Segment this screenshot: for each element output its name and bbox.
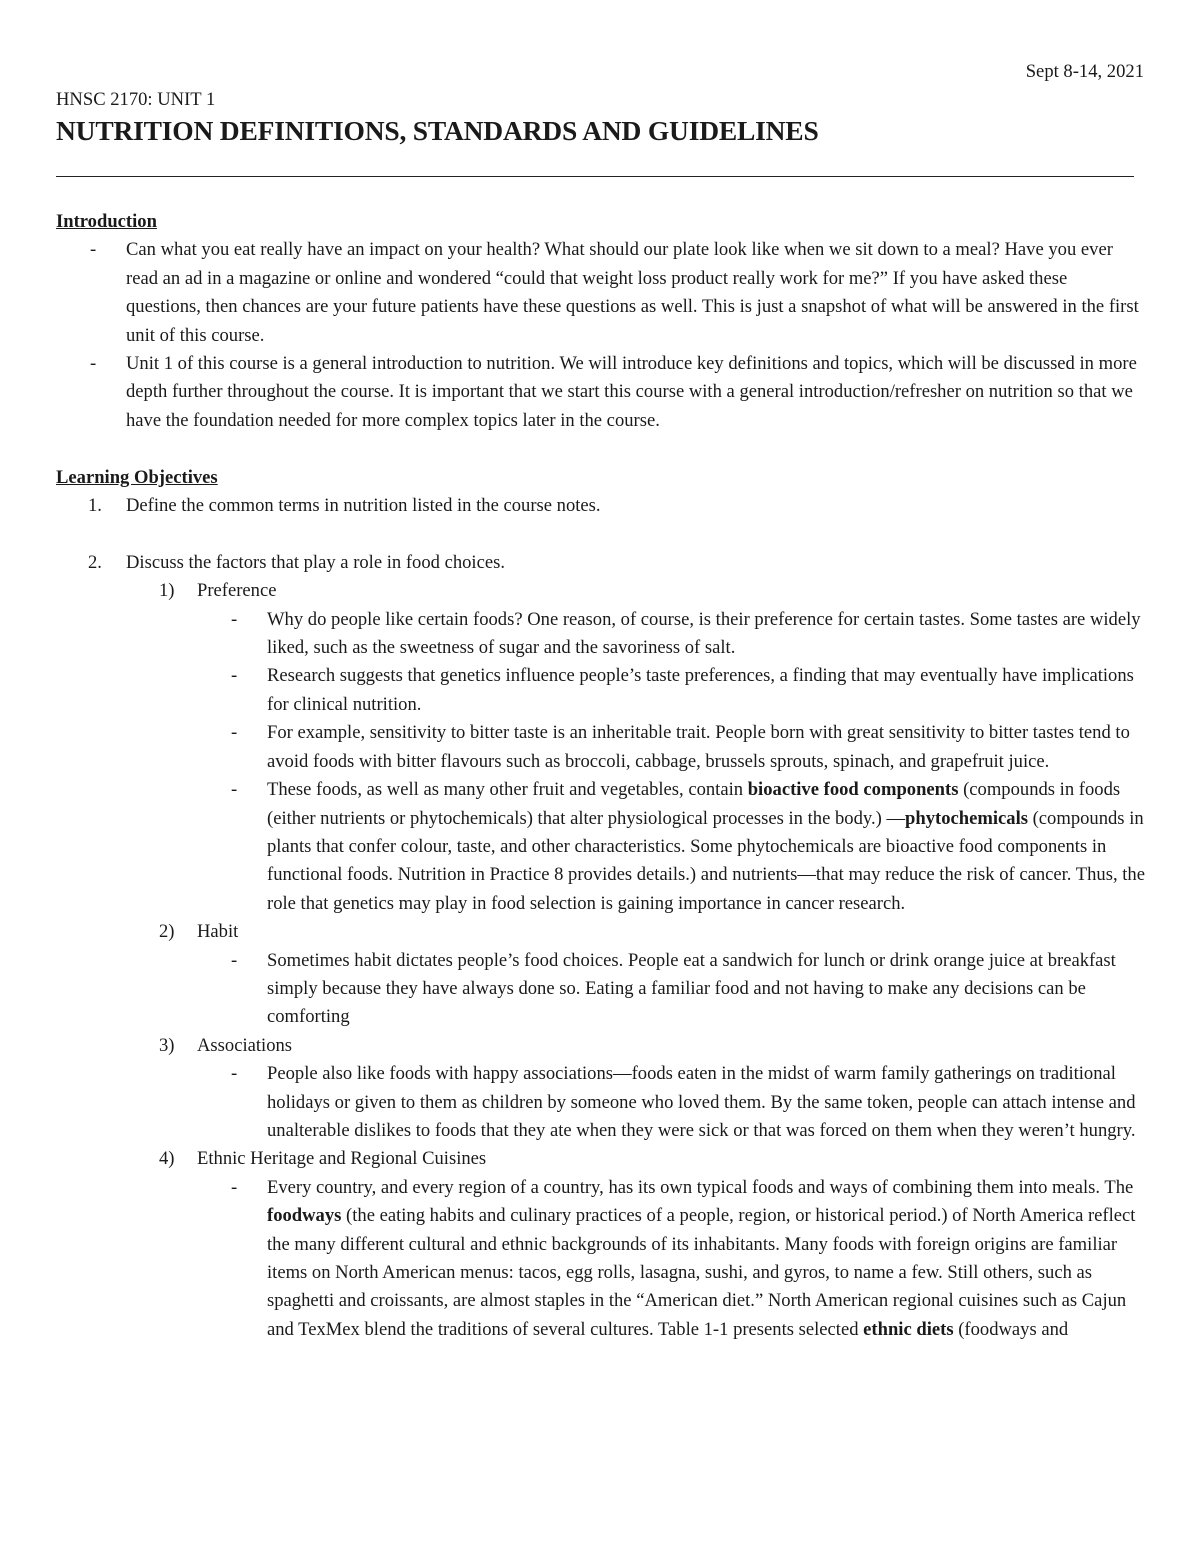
document-body [56, 208, 1146, 1344]
factor-number: 2) [159, 921, 175, 943]
bullet-marker: - [231, 779, 238, 801]
term-phytochemicals: phytochemicals [905, 807, 1028, 829]
factor-label: Associations [197, 1034, 293, 1056]
factor-bullet-text: For example, sensitivity to bitter taste is an inheritable trait. People born with great sensitivity to bitter tastes tend to avoid foods with bitter flavours such as broccoli, cabbage, brussels sprouts, spinach, and grapefruit juice. [267, 722, 1130, 772]
factor-item [56, 577, 1146, 605]
factor-bullet-text: Research suggests that genetics influence people’s taste preferences, a finding that may eventually have implications for clinical nutrition. [267, 665, 1134, 715]
intro-bullet-text: Can what you eat really have an impact on your health? What should our plate look like when we sit down to a meal? Have you ever read an ad in a magazine or online and wondered “could that weight loss product really work for me?” If you have asked these questions, then chances are your future patients have these questions as well. This is just a snapshot of what will be answered in the first unit of this course. [126, 239, 1139, 346]
page-title: NUTRITION DEFINITIONS, STANDARDS AND GUIDELINES [56, 115, 819, 146]
document-date: Sept 8-14, 2021 [1025, 61, 1144, 82]
factor-label: Preference [197, 580, 277, 602]
term-bioactive-food-components: bioactive food components [747, 779, 959, 801]
learning-objectives-heading: Learning Objectives [56, 466, 218, 488]
bullet-marker: - [90, 239, 97, 261]
factor-bullet [56, 662, 1146, 719]
objective-number: 2. [88, 551, 102, 573]
factor-bullet [56, 776, 1146, 918]
factor-bullet [56, 1174, 1146, 1344]
factor-bullet-text: These foods, as well as many other fruit and vegetables, contain bioactive food components (compounds in foods (either nutrients or phytochemicals) that alter physiological processes in the body.) —phytochemicals (compounds in plants that confer colour, taste, and other characteristics. Some phytochemicals are bioactive food components in functional foods. Nutrition in Practice 8 provides details.) and nutrients—that may reduce the risk of cancer. Thus, the role that genetics may play in food selection is gaining importance in cancer research. [267, 779, 1145, 914]
factor-number: 3) [159, 1034, 175, 1056]
term-ethnic-diets: ethnic diets [863, 1318, 954, 1340]
bullet-marker: - [231, 1176, 238, 1198]
bullet-marker: - [231, 665, 238, 687]
intro-bullet-text: Unit 1 of this course is a general introduction to nutrition. We will introduce key definitions and topics, which will be discussed in more depth further throughout the course. It is important that we start this course with a general introduction/refresher on nutrition so that we have the foundation needed for more complex topics later in the course. [126, 353, 1137, 431]
factor-bullet [56, 606, 1146, 663]
factor-item [56, 918, 1146, 946]
bullet-marker: - [231, 1063, 238, 1085]
intro-bullet [56, 236, 1146, 350]
objective-number: 1. [88, 495, 102, 517]
factor-item [56, 1032, 1146, 1060]
objective-text: Define the common terms in nutrition listed in the course notes. [126, 495, 601, 517]
factor-bullet-text: Every country, and every region of a country, has its own typical foods and ways of combining them into meals. The foodways (the eating habits and culinary practices of a people, region, or historical period.) of North America reflect the many different cultural and ethnic backgrounds of its inhabitants. Many foods with foreign origins are familiar items on North American menus: tacos, egg rolls, lasagna, sushi, and gyros, to name a few. Still others, such as spaghetti and croissants, are almost staples in the “American diet.” North American regional cuisines such as Cajun and TexMex blend the traditions of several cultures. Table 1-1 presents selected ethnic diets (foodways and [267, 1176, 1136, 1340]
title-divider [56, 176, 1134, 177]
intro-bullet [56, 350, 1146, 435]
factor-bullet-text: People also like foods with happy associations—foods eaten in the midst of warm family gatherings on traditional holidays or given to them as children by someone who loved them. By the same token, people can attach intense and unalterable dislikes to foods that they ate when they were sick or that was forced on them when they weren’t hungry. [267, 1063, 1136, 1141]
bullet-marker: - [90, 353, 97, 375]
factor-bullet [56, 1060, 1146, 1145]
factor-bullet [56, 947, 1146, 1032]
objective-item [56, 549, 1146, 577]
bullet-marker: - [231, 722, 238, 744]
factor-bullet-text: Sometimes habit dictates people’s food choices. People eat a sandwich for lunch or drink orange juice at breakfast simply because they have always done so. Eating a familiar food and not having to make any decisions can be comforting [267, 949, 1116, 1028]
factor-number: 1) [159, 580, 175, 602]
factor-label: Ethnic Heritage and Regional Cuisines [197, 1148, 487, 1170]
bullet-marker: - [231, 949, 238, 971]
objective-item [56, 492, 1146, 520]
course-code: HNSC 2170: UNIT 1 [56, 89, 216, 110]
objective-text: Discuss the factors that play a role in food choices. [126, 551, 505, 573]
factor-item [56, 1145, 1146, 1173]
factor-bullet [56, 719, 1146, 776]
factor-number: 4) [159, 1148, 175, 1170]
factor-bullet-text: Why do people like certain foods? One reason, of course, is their preference for certain tastes. Some tastes are widely liked, such as the sweetness of sugar and the savoriness of salt. [267, 608, 1141, 659]
introduction-heading: Introduction [56, 211, 157, 232]
bullet-marker: - [231, 608, 238, 630]
factor-label: Habit [197, 921, 239, 943]
term-foodways: foodways [267, 1205, 342, 1227]
